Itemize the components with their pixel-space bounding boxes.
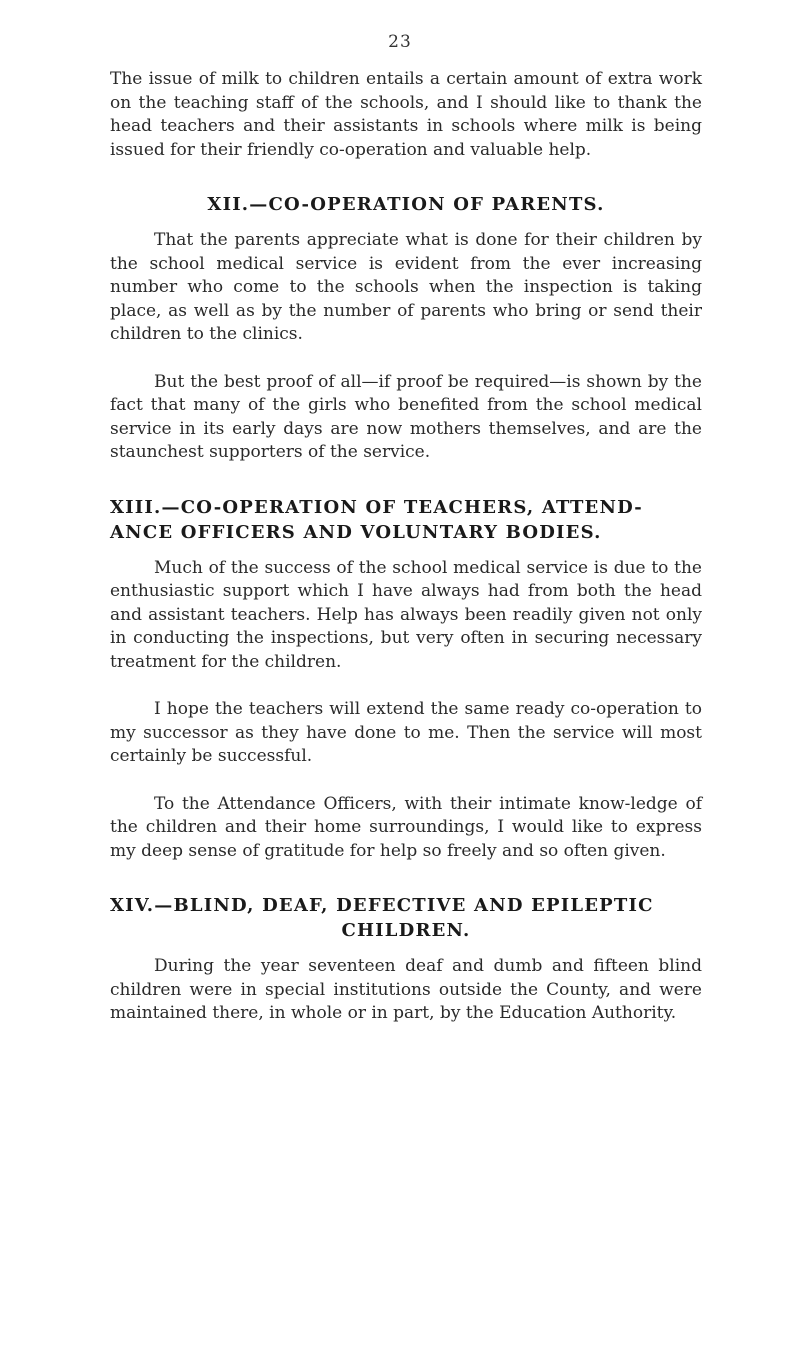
section-xiii-paragraph-1: Much of the success of the school medical service is due to the enthusiastic support which I have always had from both the head and assistant teachers. Help has always been readily given not only in conducting the inspections, but very often in securing necessary treatment for the children.: [110, 557, 702, 672]
intro-paragraph: The issue of milk to children entails a certain amount of extra work on the teaching staff of the schools, and I should like to thank the head teachers and their assistants in schools where milk is being issued for their friendly co-operation and valuable help.: [110, 69, 702, 160]
section-xiii-heading: [110, 495, 702, 545]
section-xii-paragraph-1: That the parents appreciate what is done for their children by the school medical service is evident from the ever increasing number who come to the schools when the inspection is taking place, as well as by the number of parents who bring or send their children to the clinics.: [110, 230, 702, 344]
section-xiv-heading: [110, 893, 702, 943]
section-xii-heading: XII.—CO-OPERATION OF PARENTS.: [207, 194, 605, 215]
section-xiv-heading-line2: CHILDREN.: [341, 920, 471, 941]
section-xii-paragraph-2: But the best proof of all—if proof be required—is shown by the fact that many of the girls who benefited from the school medical service in its early days are now mothers themselves, and are the staunchest supporters of the service.: [110, 371, 702, 462]
section-xiv-paragraph-1: During the year seventeen deaf and dumb and fifteen blind children were in special institutions outside the County, and were maintained there, in whole or in part, by the Education Authority.: [110, 956, 702, 1023]
document-body: [110, 68, 702, 1050]
section-xiv-heading-line1: XIV.—BLIND, DEAF, DEFECTIVE AND EPILEPTIC: [110, 895, 654, 916]
section-xiii-heading-line2: ANCE OFFICERS AND VOLUNTARY BODIES.: [110, 521, 602, 543]
section-xiii-paragraph-2: I hope the teachers will extend the same ready co-operation to my successor as they have done to me. Then the service will most certainly be successful.: [110, 699, 702, 766]
section-xiii-heading-line1: XIII.—CO-OPERATION OF TEACHERS, ATTEND-: [110, 496, 643, 518]
section-xiii-paragraph-3: To the Attendance Officers, with their intimate know-ledge of the children and their home surroundings, I would like to express my deep sense of gratitude for help so freely and so often given.: [110, 793, 702, 861]
page-number: 23: [388, 32, 412, 52]
